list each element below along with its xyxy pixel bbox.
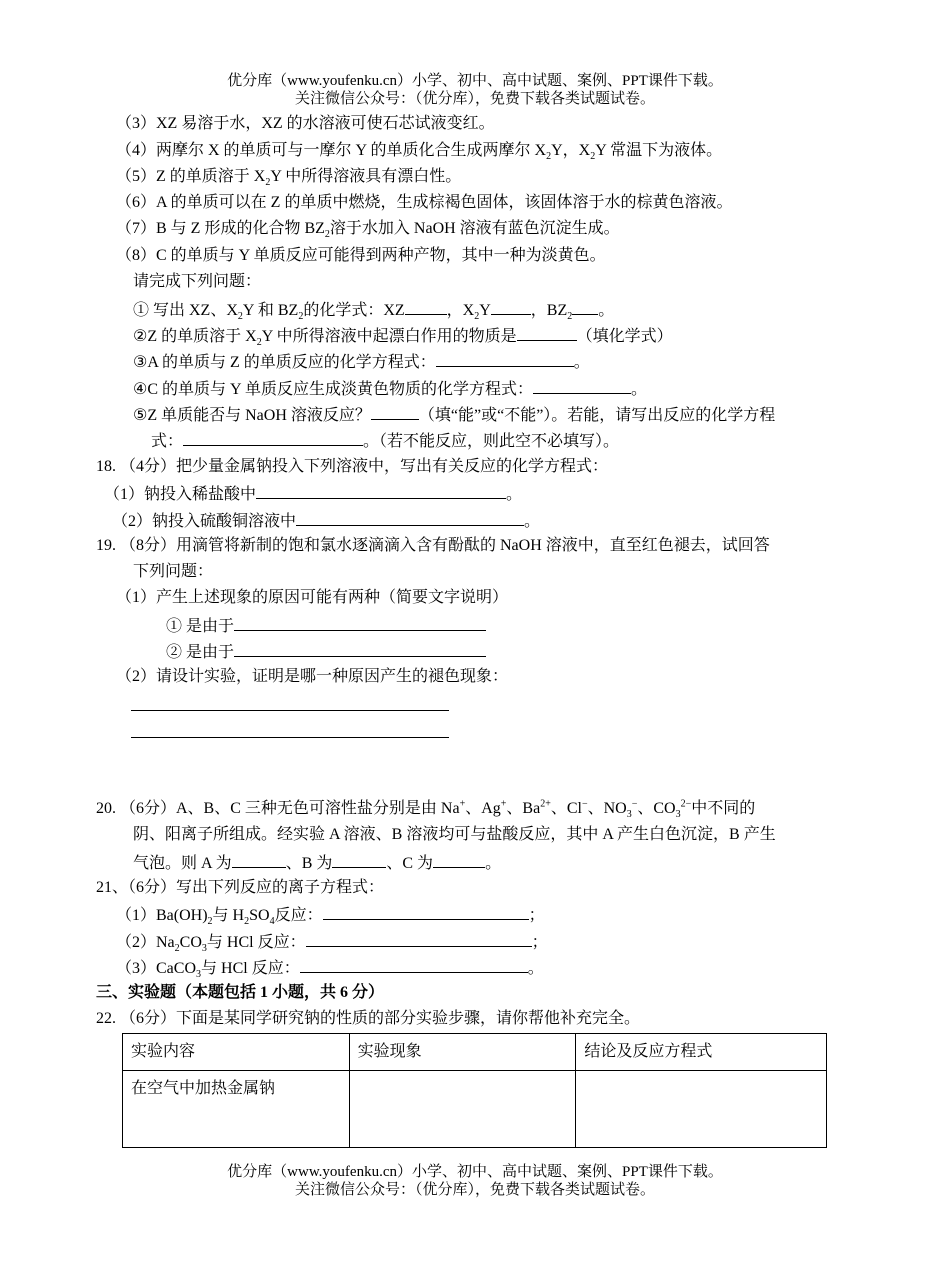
q17-condition-6: （6）A 的单质可以在 Z 的单质中燃烧，生成棕褐色固体，该固体溶于水的棕黄色溶液。 [116,194,733,211]
answer-blank[interactable] [436,351,574,367]
cell-conclusion-answer[interactable] [576,1071,827,1148]
q17-part-5-cont: 式： 。（若不能反应，则此空不必填写）。 [151,430,619,452]
answer-blank[interactable] [433,852,485,868]
answer-blank[interactable] [323,904,529,920]
answer-blank[interactable] [234,641,486,657]
cell-phenomenon-answer[interactable] [349,1071,576,1148]
q18-sub-2: （2）钠投入硫酸铜溶液中 。 [112,510,540,532]
q17-condition-3: （3）XZ 易溶于水，XZ 的水溶液可使石芯试液变红。 [116,115,495,132]
answer-blank[interactable] [234,615,486,631]
answer-blank[interactable] [572,299,598,315]
q17-part-1: ① 写出 XZ、$X_2Y$ 和 $BZ_2$的化学式：XZ ，$X_2Y$ ，$BZ_2$ 。 [133,299,614,321]
answer-line[interactable] [131,737,449,738]
q17-part-5: ⑤Z 单质能否与 NaOH 溶液反应？ （填“能”或“不能”）。若能，请写出反应的化学方程 [133,404,775,426]
answer-blank[interactable] [533,378,631,394]
q19-reason-1: ① 是由于 [166,615,486,637]
answer-blank[interactable] [256,483,506,499]
footer-line-2: 关注微信公众号：（优分库），免费下载各类试题试卷。 [294,1182,655,1198]
section-3-title: 三、实验题（本题包括 1 小题，共 6 分） [96,984,385,1001]
experiment-table [122,1033,827,1148]
q22-title: 22. （6分）下面是某同学研究钠的性质的部分实验步骤，请你帮他补充完全。 [96,1010,641,1027]
q17-condition-8: （8）C 的单质与 Y 单质反应可能得到两种产物，其中一种为淡黄色。 [116,247,606,264]
q19-sub-2: （2）请设计实验，证明是哪一种原因产生的褪色现象： [116,668,509,685]
q17-condition-4: （4）两摩尔 X 的单质可与一摩尔 Y 的单质化合生成两摩尔 $X_2Y$，$X_2Y$ 常温下为液体。 [116,142,723,163]
answer-blank[interactable] [491,299,531,315]
q19-reason-2: ② 是由于 [166,641,486,663]
q21-sub-2: $(2)Na_2CO_3$与 HCl 反应： ； [116,931,548,953]
q18-sub-1: （1）钠投入稀盐酸中 。 [104,483,522,505]
answer-blank[interactable] [405,299,447,315]
answer-blank[interactable] [517,325,577,341]
header-cell-conclusion: 结论及反应方程式 [576,1034,827,1071]
q20-line-3: 气泡。则 A 为 、B 为 、C 为 。 [133,852,501,874]
answer-blank[interactable] [371,404,419,420]
q17-condition-7: （7）B 与 Z 形成的化合物 $BZ_2$溶于水加入 NaOH 溶液有蓝色沉淀生成。 [116,220,620,241]
q17-part-3: ③A 的单质与 Z 的单质反应的化学方程式： 。 [133,351,590,373]
answer-blank[interactable] [332,852,386,868]
table-header-row [123,1034,827,1071]
q17-condition-5: （5）Z 的单质溶于 $X_2Y$ 中所得溶液具有漂白性。 [116,168,462,189]
answer-blank[interactable] [296,510,524,526]
q17-part-4: ④C 的单质与 Y 单质反应生成淡黄色物质的化学方程式： 。 [133,378,647,400]
answer-blank[interactable] [232,852,286,868]
footer-line-1: 优分库（www.youfenku.cn）小学、初中、高中试题、案例、PPT课件下载。 [227,1164,723,1180]
q21-sub-3: （3）CaCO$_3$与 HCl 反应： 。 [116,957,544,979]
header-cell-content: 实验内容 [123,1034,350,1071]
answer-line[interactable] [131,710,449,711]
page-footer [0,1163,950,1199]
q19-title: 19. （8分）用滴管将新制的饱和氯水逐滴滴入含有酚酞的 NaOH 溶液中，直至红色褪去，试回答 [96,537,770,554]
q19-title-cont: 下列问题： [133,563,214,580]
q20-line-2: 阴、阳离子所组成。经实验 A 溶液、B 溶液均可与盐酸反应，其中 A 产生白色沉淀，B 产生 [133,826,776,843]
q17-part-2: ②Z 的单质溶于 $X_2Y$ 中所得溶液中起漂白作用的物质是 （填化学式） [133,325,673,347]
header-cell-phenomenon: 实验现象 [349,1034,576,1071]
page-header [0,72,950,108]
header-line-2: 关注微信公众号：（优分库），免费下载各类试题试卷。 [294,91,655,107]
answer-blank[interactable] [183,430,363,446]
answer-blank[interactable] [306,931,532,947]
header-line-1: 优分库（www.youfenku.cn）小学、初中、高中试题、案例、PPT课件下载。 [227,73,723,89]
q17-prompt: 请完成下列问题： [133,273,262,290]
cell-content: 在空气中加热金属钠 [123,1071,350,1148]
q18-title: 18. （4分）把少量金属钠投入下列溶液中，写出有关反应的化学方程式： [96,458,609,475]
answer-blank[interactable] [300,957,528,973]
q21-sub-1: $(1)Ba(OH)_2$与 $H_2SO_4$反应： ； [116,904,545,926]
table-row [123,1071,827,1148]
q21-title: 21、（6分）写出下列反应的离子方程式： [96,879,385,896]
q20-line-1: 20. （6分）A、B、C 三种无色可溶性盐分别是由 Na+、Ag+、$Ba^{2+}$、Cl−、$NO_3^-$、$CO_3^{2-}$中不同的 [96,798,756,821]
q19-sub-1: （1）产生上述现象的原因可能有两种（简要文字说明） [116,589,509,606]
